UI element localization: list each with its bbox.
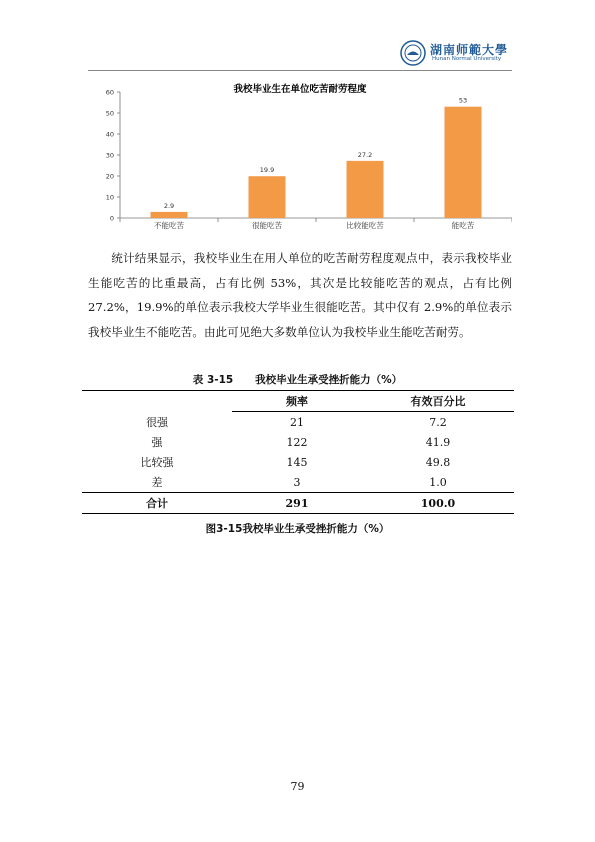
bar-value-label: 19.9 — [259, 166, 275, 175]
y-tick-label: 0 — [109, 214, 114, 223]
table-row — [82, 412, 514, 433]
logo-english-name: Hunan Normal University — [432, 56, 502, 62]
total-percent: 100.0 — [362, 493, 514, 514]
bar — [249, 176, 286, 218]
x-category-label: 能吃苦 — [451, 221, 475, 230]
table-total-row — [82, 493, 514, 514]
row-label: 很强 — [146, 415, 168, 429]
y-tick-label: 60 — [105, 88, 114, 97]
row-percent: 49.8 — [425, 455, 451, 469]
university-logo — [400, 40, 510, 66]
figure-caption: 图3-15我校毕业生承受挫折能力（%） — [205, 523, 390, 535]
table-header-row — [82, 391, 514, 412]
header-cell-blank — [82, 391, 232, 412]
row-label: 差 — [151, 476, 163, 489]
logo-chinese-name: 湖南师範大學 — [430, 43, 509, 57]
row-percent: 1.0 — [429, 475, 447, 489]
row-percent: 41.9 — [425, 435, 451, 449]
header-cell-frequency: 频率 — [232, 391, 362, 412]
bar — [445, 107, 482, 218]
chart-title: 我校毕业生在单位吃苦耐劳程度 — [233, 84, 367, 95]
y-tick-label: 10 — [105, 193, 114, 202]
row-label: 强 — [151, 436, 163, 449]
bar-value-label: 53 — [458, 96, 468, 105]
x-category-label: 很能吃苦 — [252, 221, 282, 230]
page-number: 79 — [290, 780, 305, 793]
row-frequency: 3 — [293, 475, 301, 489]
header-cell-valid-percent: 有效百分比 — [362, 391, 514, 412]
y-tick-label: 30 — [105, 151, 114, 160]
table-caption: 表 3-15 我校毕业生承受挫折能力（%） — [192, 374, 403, 386]
chart-canvas — [88, 72, 512, 240]
row-frequency: 122 — [286, 435, 308, 449]
x-category-label: 比较能吃苦 — [346, 221, 384, 230]
y-axis-ticks — [106, 89, 120, 223]
bar — [347, 161, 384, 218]
y-tick-label: 40 — [105, 130, 114, 139]
x-category-label: 不能吃苦 — [154, 221, 184, 230]
table-row — [82, 452, 514, 472]
table-row — [82, 472, 514, 493]
total-label: 合计 — [82, 493, 232, 514]
row-frequency: 21 — [290, 415, 304, 429]
analysis-paragraph — [88, 246, 512, 344]
bar-value-label: 2.9 — [163, 201, 175, 210]
row-percent: 7.2 — [429, 415, 447, 429]
row-frequency: 145 — [286, 455, 308, 469]
bar — [151, 212, 188, 218]
header-rule — [88, 70, 512, 71]
data-table — [82, 390, 514, 514]
paragraph-text: 统计结果显示，我校毕业生在用人单位的吃苦耐劳程度观点中，表示我校毕业生能吃苦的比重最高，占有比例 53%，其次是比较能吃苦的观点，占有比例 27.2%，19.9%的单位表示我校大学毕业生很能吃苦。其中仅有 2.9%的单位表示我校毕业生不能吃苦。由此可见绝大多数单位认为我校毕业生能吃苦耐劳。 — [88, 251, 512, 339]
university-emblem-icon — [400, 40, 426, 66]
bar-chart — [88, 72, 512, 240]
bar-series — [151, 97, 482, 218]
total-frequency: 291 — [232, 493, 362, 514]
y-tick-label: 20 — [105, 172, 114, 181]
bar-value-label: 27.2 — [357, 150, 373, 159]
y-tick-label: 50 — [105, 109, 114, 118]
table-row — [82, 432, 514, 452]
x-axis-labels — [120, 218, 512, 230]
row-label: 比较强 — [140, 456, 174, 469]
